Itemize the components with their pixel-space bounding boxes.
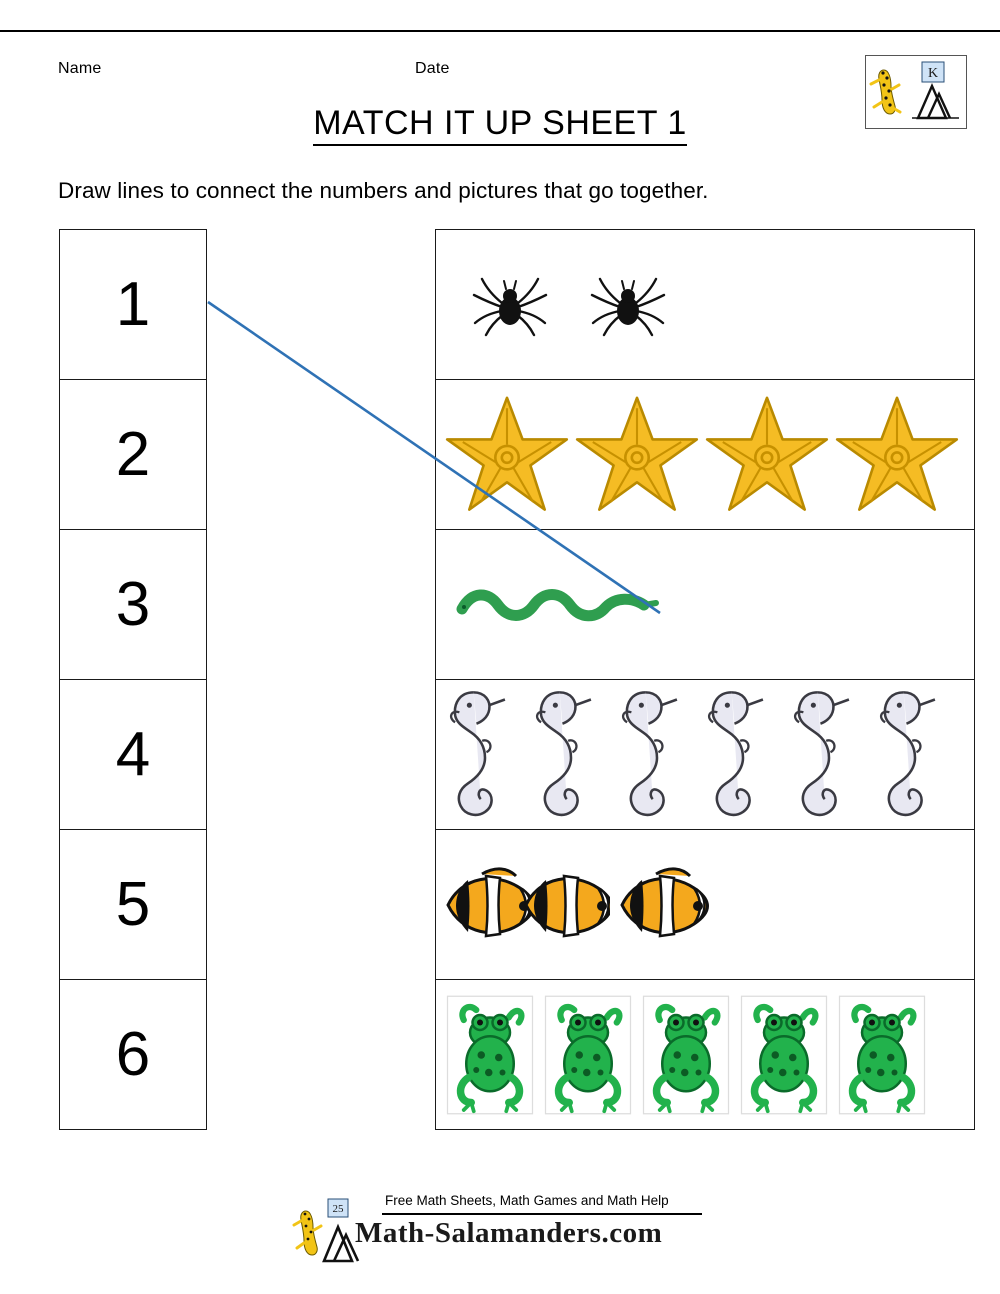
seahorse-icon — [528, 681, 614, 829]
seahorse-icon — [786, 681, 872, 829]
frog-icon — [446, 995, 534, 1115]
top-divider — [0, 30, 1000, 32]
clownfish-icon — [616, 850, 784, 960]
starfish-icon — [832, 389, 962, 521]
number-value: 6 — [115, 1019, 151, 1089]
numbers-column — [59, 229, 207, 1130]
clownfish-icon — [442, 850, 610, 960]
picture-row-spiders[interactable] — [436, 230, 974, 380]
number-cell[interactable] — [60, 380, 206, 530]
number-cell[interactable] — [60, 530, 206, 680]
number-value: 2 — [115, 419, 151, 489]
instructions-text: Draw lines to connect the numbers and pictures that go together. — [58, 178, 709, 203]
number-cell[interactable] — [60, 980, 206, 1130]
snake-icon — [454, 575, 664, 635]
footer-divider — [382, 1213, 702, 1215]
number-cell[interactable] — [60, 230, 206, 380]
footer-site-name[interactable]: Math-Salamanders.com — [355, 1217, 663, 1249]
starfish-icon — [572, 389, 702, 521]
seahorse-icon — [614, 681, 700, 829]
seahorse-icon — [700, 681, 786, 829]
number-cell[interactable] — [60, 830, 206, 980]
picture-row-starfish[interactable] — [436, 380, 974, 530]
svg-text:25: 25 — [332, 1203, 344, 1215]
number-cell[interactable] — [60, 680, 206, 830]
starfish-icon — [442, 389, 572, 521]
frog-icon — [838, 995, 926, 1115]
frog-icon — [544, 995, 632, 1115]
spider-icon — [462, 265, 558, 345]
seahorse-icon — [442, 681, 528, 829]
footer — [0, 1185, 1000, 1280]
logo-letter-k: K — [927, 66, 939, 81]
frog-icon — [642, 995, 730, 1115]
seahorse-icon — [872, 681, 958, 829]
number-value: 5 — [115, 869, 151, 939]
pictures-column — [435, 229, 975, 1130]
name-label: Name — [58, 60, 102, 77]
page-title: MATCH IT UP SHEET 1 — [0, 104, 1000, 143]
picture-row-seahorses[interactable] — [436, 680, 974, 830]
picture-row-frogs[interactable] — [436, 980, 974, 1130]
frog-icon — [740, 995, 828, 1115]
number-value: 1 — [115, 269, 151, 339]
spider-icon — [580, 265, 676, 345]
date-label: Date — [415, 60, 450, 77]
number-value: 4 — [115, 719, 151, 789]
picture-row-snake[interactable] — [436, 530, 974, 680]
starfish-icon — [702, 389, 832, 521]
number-value: 3 — [115, 569, 151, 639]
footer-tagline: Free Math Sheets, Math Games and Math Help — [385, 1193, 669, 1208]
picture-row-clownfish[interactable] — [436, 830, 974, 980]
